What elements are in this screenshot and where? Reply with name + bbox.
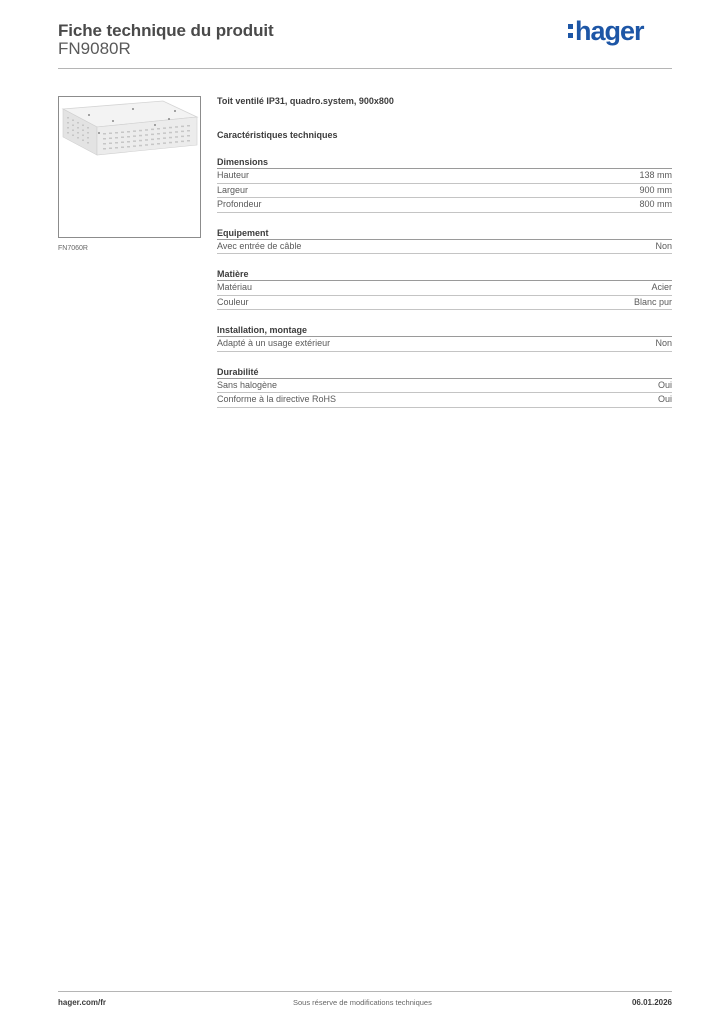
section-heading: Durabilité <box>217 366 672 379</box>
spec-section-dimensions <box>217 156 672 213</box>
ventilated-roof-image <box>59 97 200 237</box>
spec-section-durabilite <box>217 366 672 408</box>
spec-value: 138 mm <box>639 170 672 180</box>
spec-row <box>217 184 672 199</box>
logo-dots-icon <box>568 24 573 38</box>
footer-website-link[interactable]: hager.com/fr <box>58 998 107 1007</box>
spec-label: Profondeur <box>217 199 262 209</box>
page-title: Fiche technique du produit <box>58 21 274 40</box>
section-heading: Installation, montage <box>217 324 672 337</box>
product-content <box>217 96 672 408</box>
spec-label: Hauteur <box>217 170 250 180</box>
header-divider <box>58 68 672 69</box>
spec-value: Acier <box>651 282 672 292</box>
section-heading: Equipement <box>217 227 672 240</box>
section-heading: Dimensions <box>217 156 672 169</box>
spec-row <box>217 379 672 394</box>
spec-value: Blanc pur <box>633 296 672 307</box>
spec-row <box>217 281 672 296</box>
spec-label: Adapté à un usage extérieur <box>217 338 331 348</box>
spec-row <box>217 393 672 408</box>
spec-section-equipement <box>217 227 672 255</box>
spec-row <box>217 296 672 311</box>
spec-value: Oui <box>657 394 672 404</box>
spec-value: Non <box>655 240 672 251</box>
spec-label: Couleur <box>217 296 249 307</box>
specs-title: Caractéristiques techniques <box>217 130 338 140</box>
spec-row <box>217 198 672 213</box>
spec-label: Avec entrée de câble <box>217 240 302 251</box>
spec-row <box>217 169 672 184</box>
product-name: Toit ventilé IP31, quadro.system, 900x800 <box>217 96 394 106</box>
image-caption: FN7060R <box>58 245 88 252</box>
spec-label: Matériau <box>217 282 253 292</box>
footer-notice: Sous réserve de modifications techniques <box>293 998 432 1007</box>
spec-value: Non <box>655 338 672 348</box>
product-image-frame <box>58 96 201 238</box>
spec-value: Oui <box>657 379 672 390</box>
logo-text: hager <box>575 16 644 46</box>
footer-divider <box>58 991 672 992</box>
spec-row <box>217 240 672 255</box>
spec-row <box>217 337 672 352</box>
spec-section-matiere <box>217 268 672 310</box>
spec-label: Largeur <box>217 184 249 195</box>
product-reference: FN9080R <box>58 39 131 58</box>
footer-date: 06.01.2026 <box>631 998 672 1007</box>
hager-logo <box>568 16 658 46</box>
spec-label: Sans halogène <box>217 379 278 390</box>
section-heading: Matière <box>217 268 672 281</box>
spec-section-installation <box>217 324 672 352</box>
spec-label: Conforme à la directive RoHS <box>217 394 337 404</box>
spec-value: 900 mm <box>639 184 672 195</box>
spec-value: 800 mm <box>639 199 672 209</box>
